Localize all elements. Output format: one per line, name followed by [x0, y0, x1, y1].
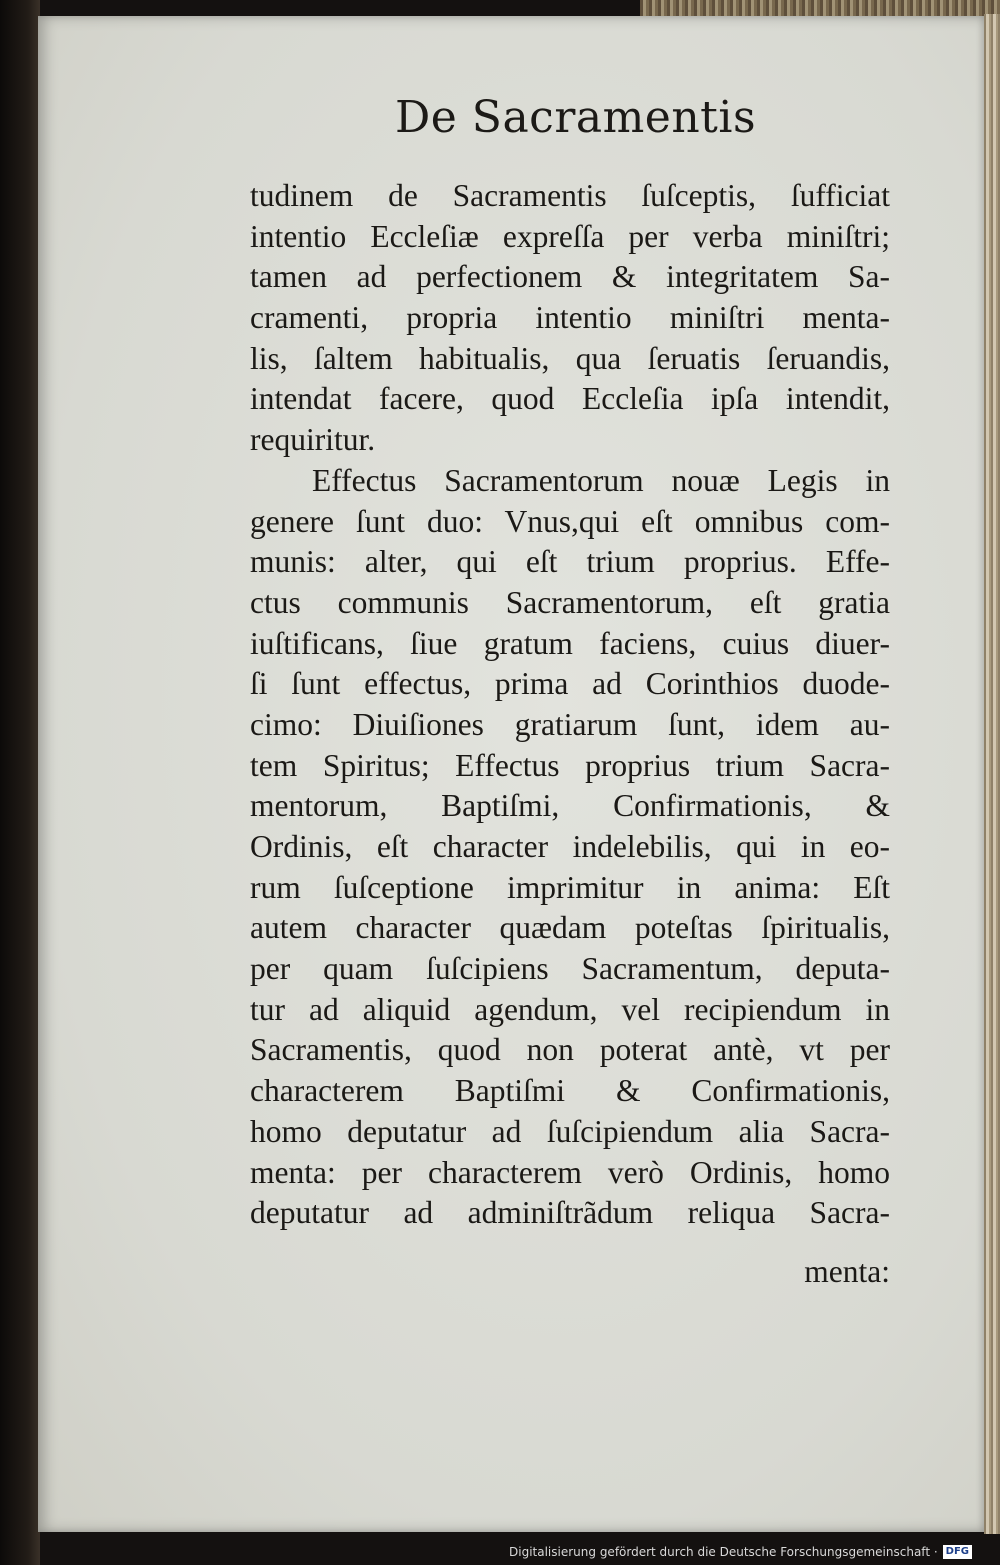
text-line: mentorum, Baptiſmi, Confirmationis, & — [250, 788, 890, 824]
text-line: lis, ſaltem habitualis, qua ſeruatis ſeruandis, — [250, 340, 890, 376]
text-line: characterem Baptiſmi & Confirmationis, — [250, 1073, 890, 1109]
text-line: rum ſuſceptione imprimitur in anima: Eſt — [250, 869, 890, 905]
credit-text: Digitalisierung gefördert durch die Deutsche Forschungsgemeinschaft · — [509, 1545, 938, 1559]
text-line: tem Spiritus; Effectus proprius trium Sacra- — [250, 747, 890, 783]
text-line: intentio Eccleſiæ expreſſa per verba miniſtri; — [250, 218, 890, 254]
text-line: tur ad aliquid agendum, vel recipiendum in — [250, 991, 890, 1027]
text-line: per quam ſuſcipiens Sacramentum, deputa- — [250, 951, 890, 987]
page-stack-right-edge — [984, 14, 1000, 1534]
text-line: Sacramentis, quod non poterat antè, vt per — [250, 1032, 890, 1068]
catchword: menta: — [804, 1254, 890, 1289]
text-line: requiritur. — [250, 422, 376, 458]
book-binding-shadow — [0, 0, 40, 1565]
text-line: cramenti, propria intentio miniſtri menta- — [250, 300, 890, 336]
dfg-logo: DFG — [943, 1545, 972, 1559]
text-line: homo deputatur ad ſuſcipiendum alia Sacra- — [250, 1113, 890, 1149]
text-line: tudinem de Sacramentis ſuſceptis, ſufficiat — [250, 178, 890, 213]
text-line: tamen ad perfectionem & integritatem Sa- — [250, 259, 890, 295]
text-line: cimo: Diuiſiones gratiarum ſunt, idem au- — [250, 706, 890, 742]
body-text — [250, 176, 890, 1234]
text-line: iuſtificans, ſiue gratum faciens, cuius diuer- — [250, 625, 890, 661]
text-line: munis: alter, qui eſt trium proprius. Effe- — [250, 544, 890, 580]
digitization-credit — [509, 1543, 972, 1561]
running-head: De Sacramentis — [395, 92, 757, 143]
text-line: genere ſunt duo: Vnus,qui eſt omnibus com- — [250, 503, 890, 539]
text-line: ſi ſunt effectus, prima ad Corinthios duode- — [250, 666, 890, 702]
text-line: autem character quædam poteſtas ſpiritualis, — [250, 910, 890, 946]
text-line: Effectus Sacramentorum nouæ Legis in — [312, 462, 890, 498]
text-line: intendat facere, quod Eccleſia ipſa intendit, — [250, 381, 890, 417]
text-line: deputatur ad adminiſtrãdum reliqua Sacra- — [250, 1195, 890, 1231]
text-line: ctus communis Sacramentorum, eſt gratia — [250, 584, 890, 620]
text-line: Ordinis, eſt character indelebilis, qui in eo- — [250, 829, 890, 864]
text-line: menta: per characterem verò Ordinis, homo — [250, 1154, 890, 1190]
